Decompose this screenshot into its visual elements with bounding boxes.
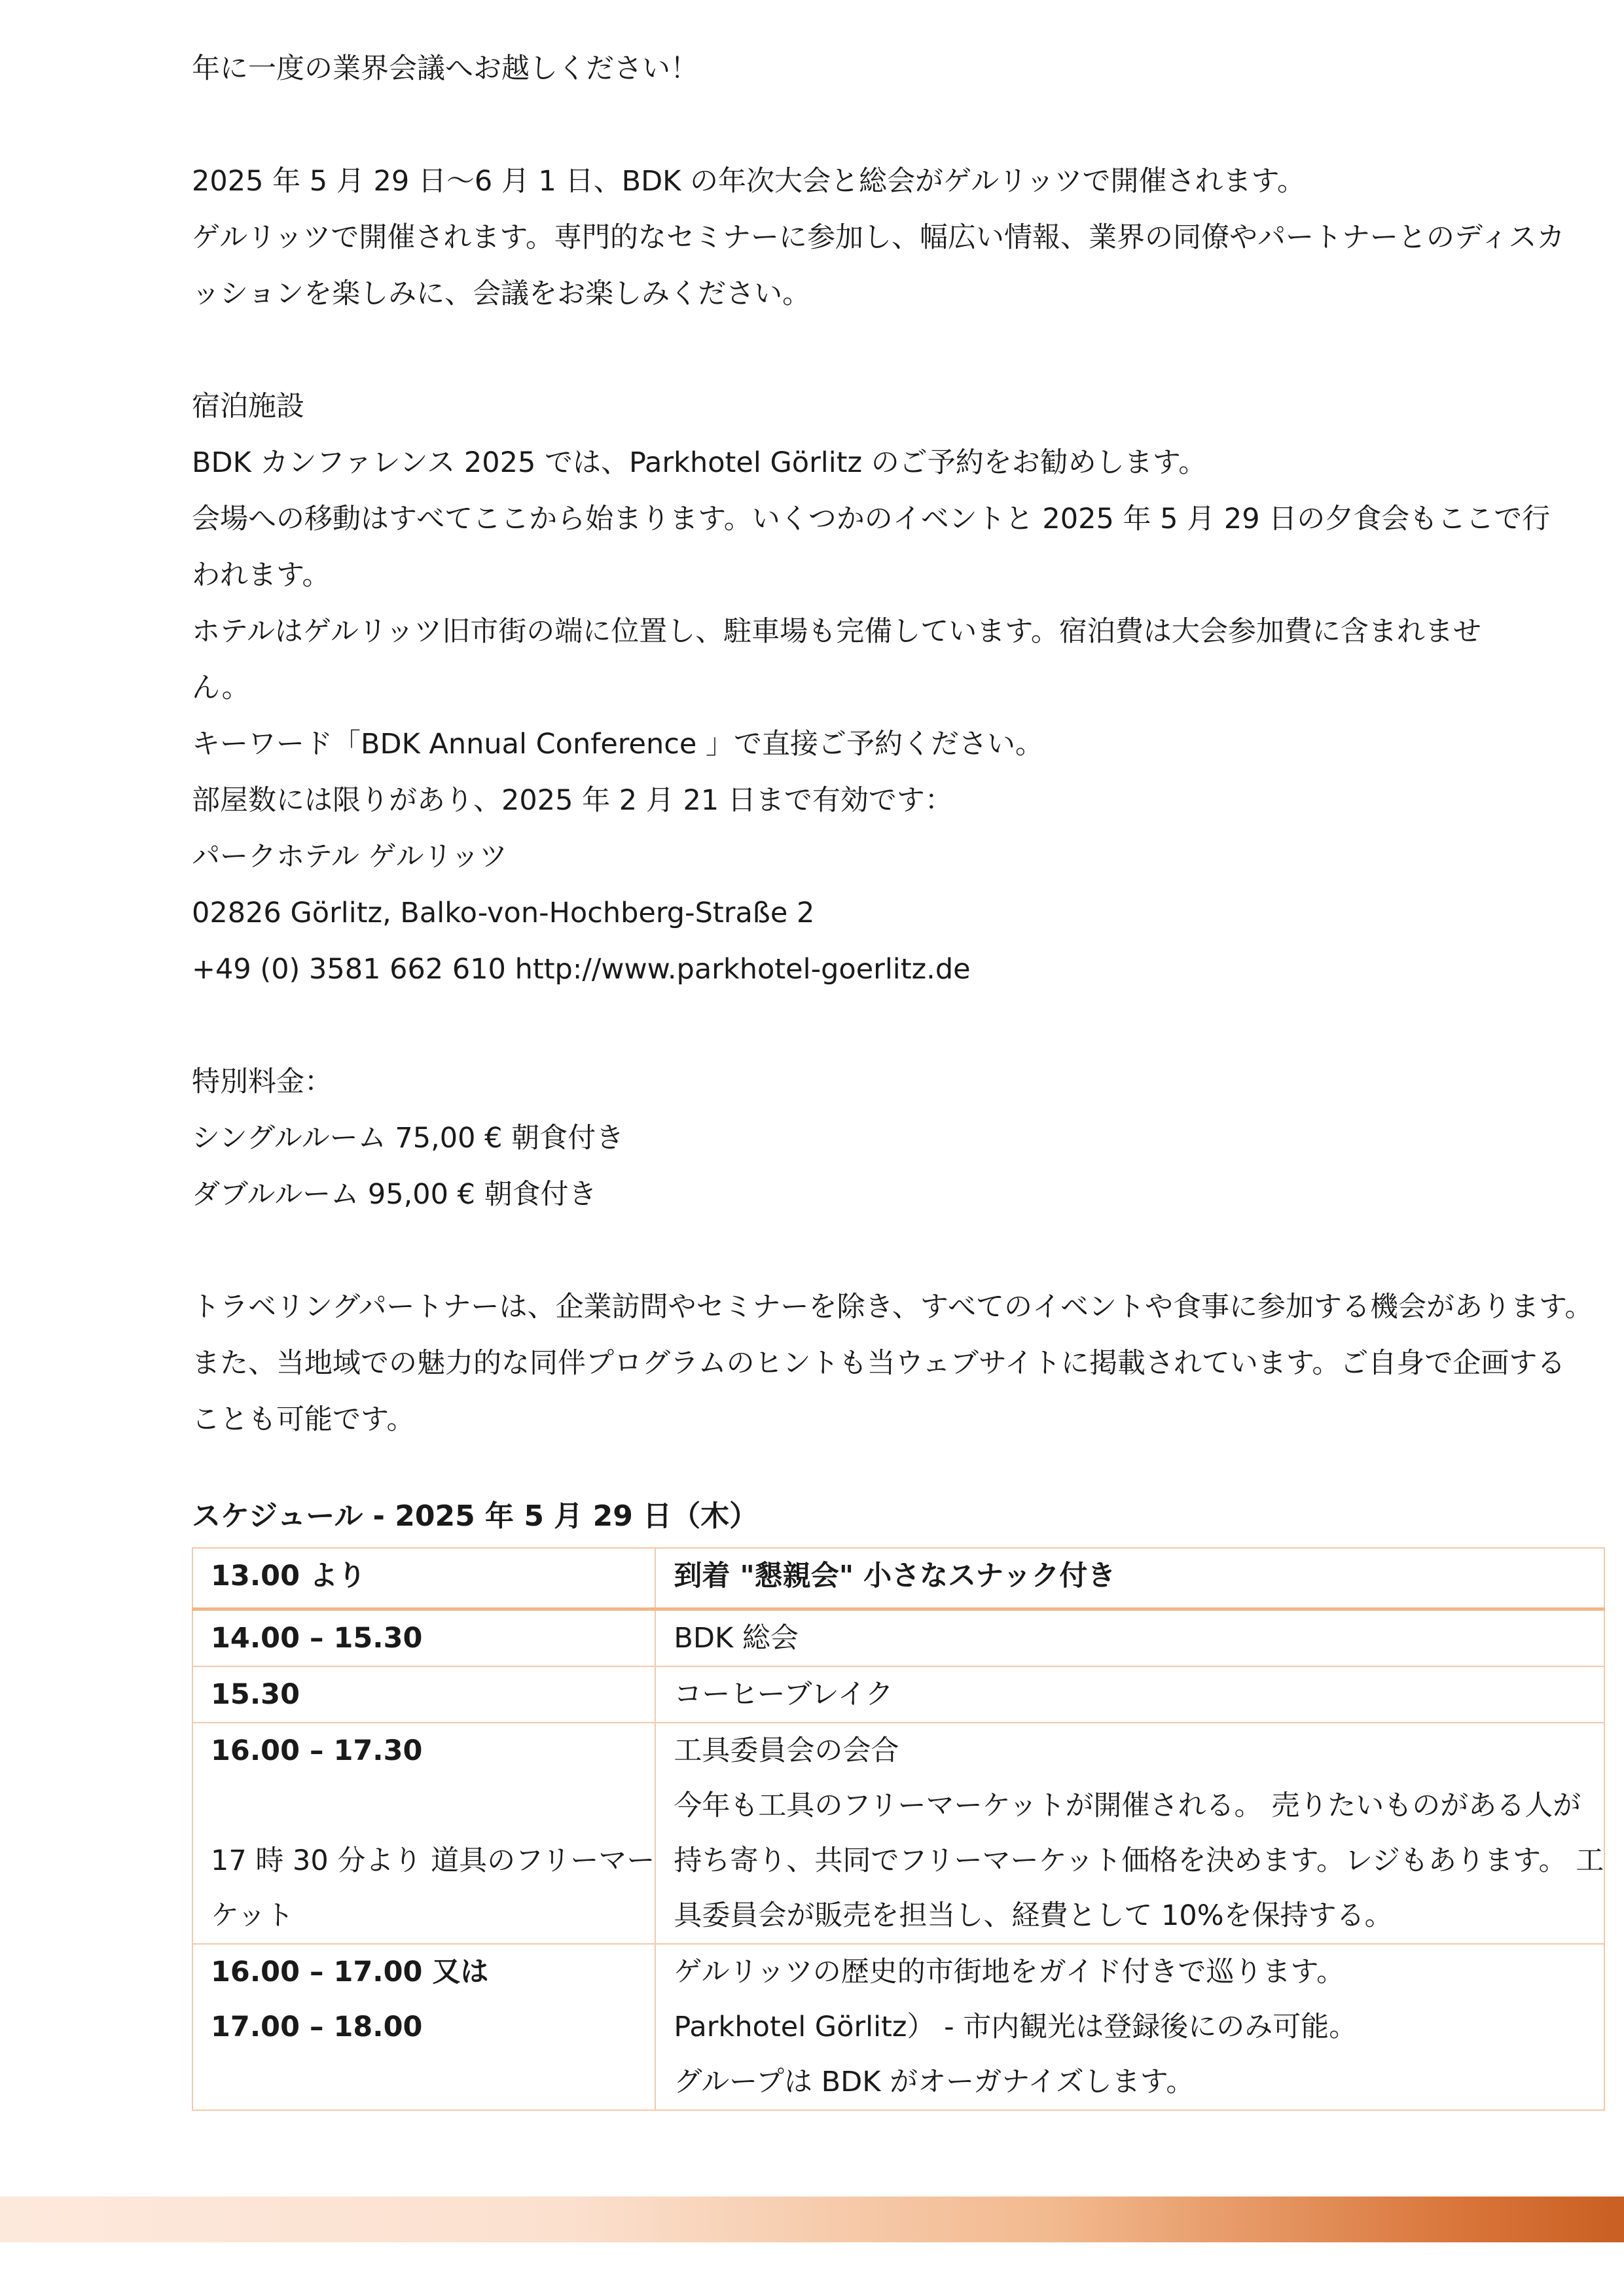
event-text: コーヒーブレイク bbox=[674, 1678, 893, 1711]
document-body bbox=[192, 41, 1604, 2111]
time-text: 15.30 bbox=[211, 1678, 300, 1711]
event-text: ゲルリッツの歴史的市街地をガイド付きで巡ります。 bbox=[674, 1956, 1345, 1988]
footer-gradient-bar bbox=[0, 2197, 1624, 2242]
double-room-rate: ダブルルーム 95,00 € 朝食付き bbox=[192, 1178, 597, 1211]
event-text: グループは BDK がオーガナイズします。 bbox=[674, 2066, 1195, 2098]
time-text: 16.00 – 17.00 又は bbox=[211, 1956, 489, 1988]
table-row bbox=[192, 1944, 1604, 2110]
spacer bbox=[192, 1223, 1494, 1279]
event-cell bbox=[655, 1666, 1604, 1723]
event-cell bbox=[655, 1944, 1604, 2110]
hotel-contact: +49 (0) 3581 662 610 http://www.parkhotel-goerlitz.de bbox=[192, 953, 971, 986]
booking-keyword: キーワード「BDK Annual Conference 」で直接ご予約ください。 bbox=[192, 728, 1044, 761]
rates-heading: 特別料金： bbox=[192, 1066, 333, 1098]
intro-line: ゲルリッツで開催されます。専門的なセミナーに参加し、幅広い情報、業界の同僚やパートナーとのディスカ bbox=[192, 221, 1565, 254]
event-text: 今年も工具のフリーマーケットが開催される。 売りたいものがある人が bbox=[674, 1789, 1581, 1822]
event-text: BDK 総会 bbox=[674, 1622, 799, 1655]
time-text: 16.00 – 17.30 bbox=[211, 1734, 423, 1767]
time-cell bbox=[192, 1666, 655, 1723]
header-time: 13.00 より bbox=[192, 1548, 655, 1609]
accommodation-line: 部屋数には限りがあり、2025 年 2 月 21 日まで有効です： bbox=[192, 784, 953, 817]
event-text: 持ち寄り、共同でフリーマーケット価格を決めます。レジもあります。 工 bbox=[674, 1844, 1604, 1877]
intro-line: 2025 年 5 月 29 日～6 月 1 日、BDK の年次大会と総会がゲルリッツで開催されます。 bbox=[192, 165, 1306, 198]
single-room-rate: シングルルーム 75,00 € 朝食付き bbox=[192, 1122, 624, 1155]
schedule-header-row bbox=[192, 1548, 1604, 1609]
partners-line: また、当地域での魅力的な同伴プログラムのヒントも当ウェブサイトに掲載されています。ご自身で企画する bbox=[192, 1347, 1566, 1380]
table-row bbox=[192, 1666, 1604, 1723]
spacer bbox=[192, 997, 1494, 1054]
spacer bbox=[211, 1778, 655, 1833]
accommodation-line: ホテルはゲルリッツ旧市街の端に位置し、駐車場も完備しています。宿泊費は大会参加費に含まれませ bbox=[192, 615, 1481, 648]
table-row bbox=[192, 1609, 1604, 1667]
time-cell bbox=[192, 1609, 655, 1667]
intro-headline: 年に一度の業界会議へお越しください！ bbox=[192, 52, 698, 85]
intro-line: ッションを楽しみに、会議をお楽しみください。 bbox=[192, 278, 811, 310]
time-note: 17 時 30 分より 道具のフリーマー bbox=[211, 1844, 655, 1877]
schedule-table bbox=[192, 1547, 1605, 2111]
event-text: Parkhotel Görlitz） - 市内観光は登録後にのみ可能。 bbox=[674, 2011, 1358, 2043]
accommodation-line: 会場への移動はすべてここから始まります。いくつかのイベントと 2025 年 5 月 29 日の夕食会もここで行 bbox=[192, 503, 1551, 535]
spacer bbox=[192, 97, 1494, 153]
event-cell bbox=[655, 1723, 1604, 1944]
header-event: 到着 "懇親会" 小さなスナック付き bbox=[655, 1548, 1604, 1609]
schedule-title: スケジュール - 2025 年 5 月 29 日（木） bbox=[192, 1499, 759, 1533]
spacer bbox=[192, 322, 1494, 378]
partners-line: トラベリングパートナーは、企業訪問やセミナーを除き、すべてのイベントや食事に参加する機会があります。 bbox=[192, 1291, 1593, 1323]
accommodation-line: われます。 bbox=[192, 559, 331, 592]
time-note: ケット bbox=[211, 1899, 294, 1932]
event-text: 工具委員会の会合 bbox=[674, 1734, 899, 1767]
event-text: 具委員会が販売を担当し、経費として 10%を保持する。 bbox=[674, 1899, 1393, 1932]
table-row bbox=[192, 1723, 1604, 1944]
accommodation-line: ん。 bbox=[192, 672, 250, 704]
time-text: 17.00 – 18.00 bbox=[211, 2011, 423, 2043]
hotel-name: パークホテル ゲルリッツ bbox=[192, 840, 507, 873]
time-cell bbox=[192, 1723, 655, 1944]
time-cell bbox=[192, 1944, 655, 2110]
hotel-address: 02826 Görlitz, Balko-von-Hochberg-Straße 2 bbox=[192, 897, 815, 929]
accommodation-heading: 宿泊施設 bbox=[192, 390, 304, 423]
event-cell bbox=[655, 1609, 1604, 1667]
time-text: 14.00 – 15.30 bbox=[211, 1622, 423, 1655]
accommodation-line: BDK カンファレンス 2025 では、Parkhotel Görlitz のご予約をお勧めします。 bbox=[192, 446, 1207, 479]
partners-line: ことも可能です。 bbox=[192, 1403, 415, 1436]
